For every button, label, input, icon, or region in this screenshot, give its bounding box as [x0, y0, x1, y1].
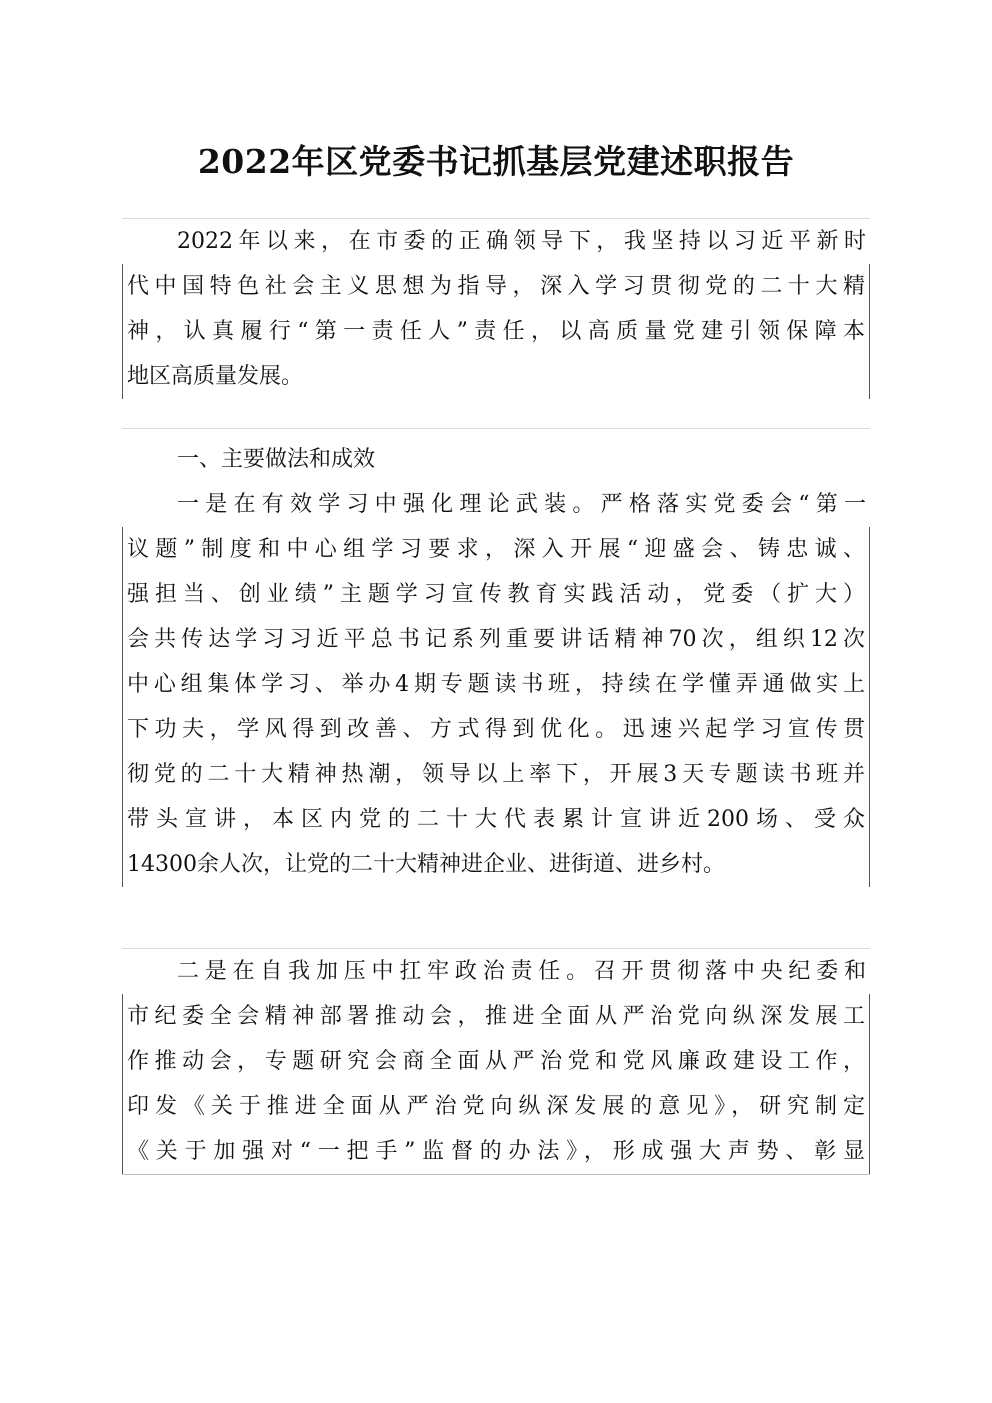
para1-line-9: 14300余人次，让党的二十大精神进企业、进街道、进乡村。: [122, 842, 870, 887]
para2-line-5: 《关于加强对“一把手”监督的办法》，形成强大声势、彰显: [122, 1129, 870, 1174]
para1-line-8: 带头宣讲，本区内党的二十大代表累计宣讲近200场、受众: [122, 797, 870, 842]
section-heading-block: [122, 428, 870, 482]
para1-line-1: 一是在有效学习中强化理论武装。严格落实党委会“第一: [177, 492, 866, 517]
para1-line-4: 会共传达学习习近平总书记系列重要讲话精神70次，组织12次: [122, 617, 870, 662]
intro-line-2: 代中国特色社会主义思想为指导，深入学习贯彻党的二十大精: [122, 264, 870, 309]
intro-line-1: 2022年以来，在市委的正确领导下，我坚持以习近平新时: [177, 229, 866, 254]
document-title: 2022年区党委书记抓基层党建述职报告: [197, 142, 795, 181]
section-heading: 一、主要做法和成效: [177, 447, 376, 472]
para2-line-1: 二是在自我加压中扛牢政治责任。召开贯彻落中央纪委和: [177, 959, 866, 984]
intro-line-3: 神，认真履行“第一责任人”责任，以高质量党建引领保障本: [122, 309, 870, 354]
para1-line-2: 议题”制度和中心组学习要求，深入开展“迎盛会、铸忠诚、: [122, 527, 870, 572]
para1-line-6: 下功夫，学风得到改善、方式得到优化。迅速兴起学习宣传贯: [122, 707, 870, 752]
paragraph-one: [122, 482, 870, 887]
para2-line-3: 作推动会，专题研究会商全面从严治党和党风廉政建设工作，: [122, 1039, 870, 1084]
intro-line-4: 地区高质量发展。: [122, 354, 870, 399]
paragraph-two: [122, 948, 870, 1175]
intro-paragraph: [122, 218, 870, 399]
para2-line-4: 印发《关于推进全面从严治党向纵深发展的意见》，研究制定: [122, 1084, 870, 1129]
para1-line-5: 中心组集体学习、举办4期专题读书班，持续在学懂弄通做实上: [122, 662, 870, 707]
para1-line-7: 彻党的二十大精神热潮，领导以上率下，开展3天专题读书班并: [122, 752, 870, 797]
para2-line-2: 市纪委全会精神部署推动会，推进全面从严治党向纵深发展工: [122, 994, 870, 1039]
para1-line-3: 强担当、创业绩”主题学习宣传教育实践活动，党委（扩大）: [122, 572, 870, 617]
